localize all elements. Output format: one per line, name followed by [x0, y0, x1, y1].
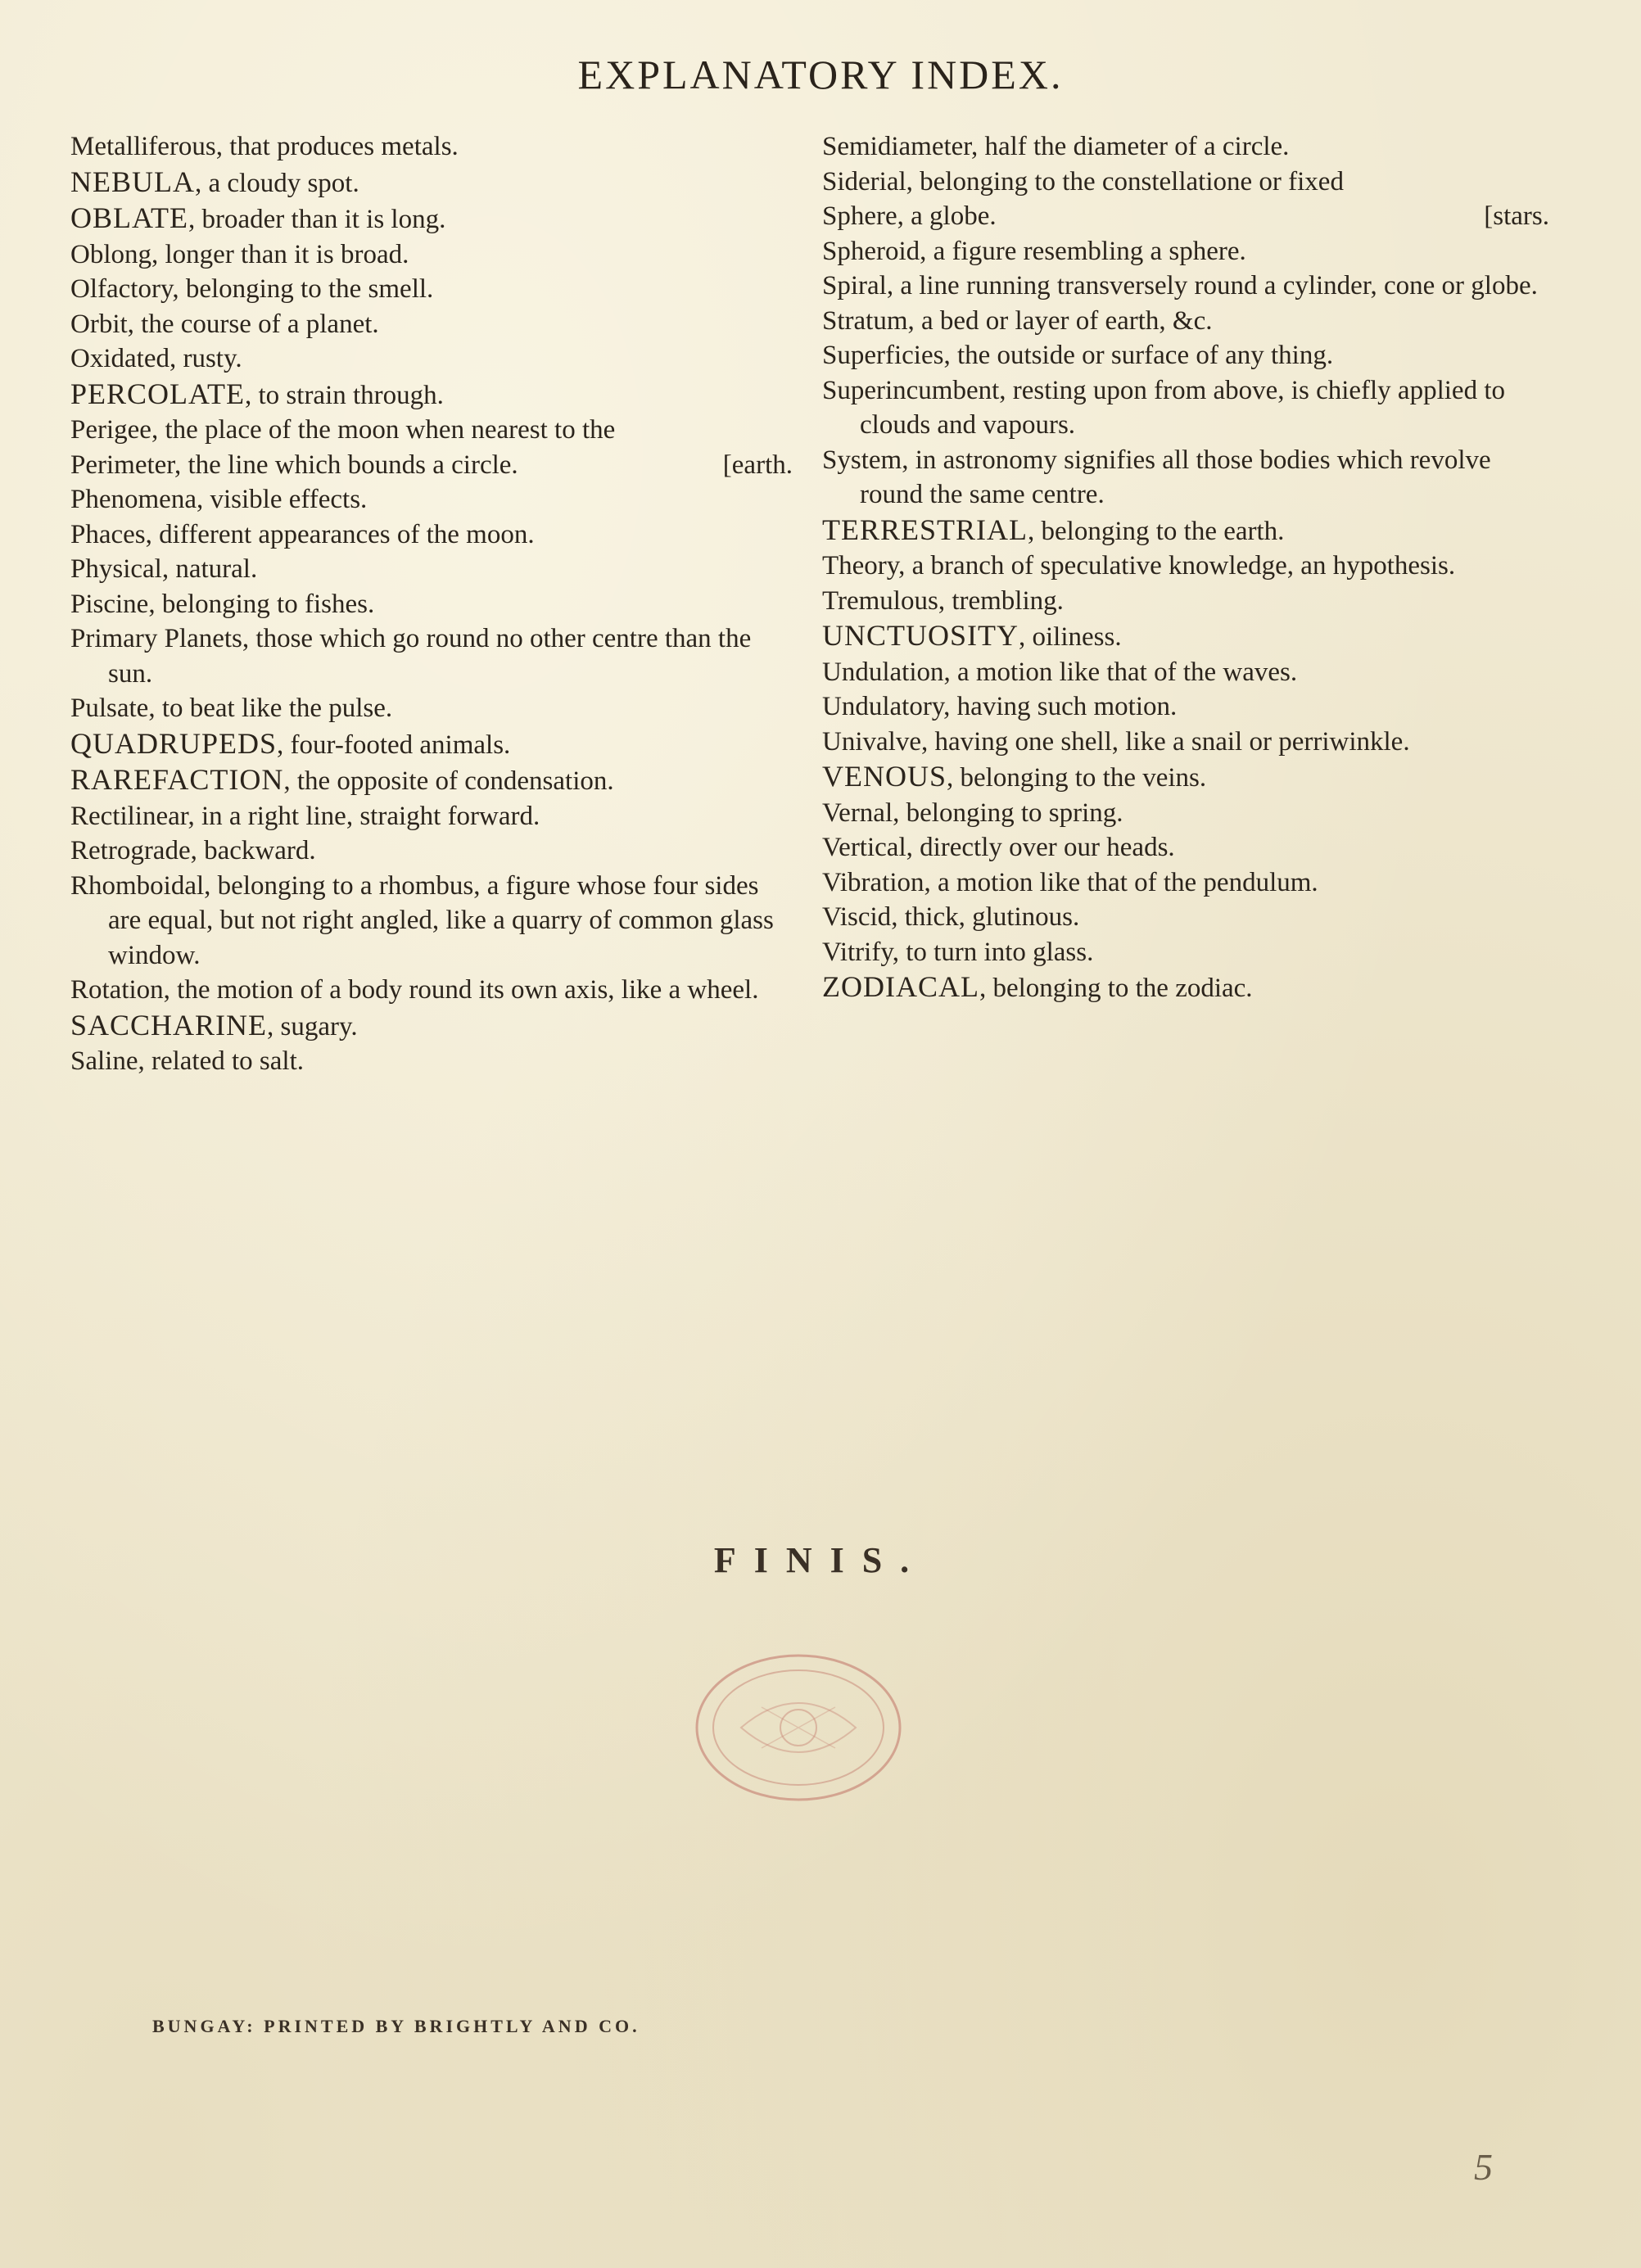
- entry-definition: different appearances of the moon.: [159, 519, 535, 549]
- entry-definition: to strain through.: [258, 380, 444, 410]
- entry-term: Sphere: [822, 201, 897, 231]
- index-entry: Vibration, a motion like that of the pendulum.: [822, 867, 1318, 897]
- entry-term: NEBULA: [70, 165, 195, 198]
- stamp-seal-icon: [684, 1642, 913, 1814]
- entry-term: Spiral: [822, 271, 887, 300]
- entry-term: SACCHARINE: [70, 1008, 268, 1041]
- index-entry: Vernal, belonging to spring.: [822, 797, 1123, 828]
- entry-term: Tremulous: [822, 585, 938, 616]
- entry-definition: thick, glutinous.: [904, 902, 1080, 932]
- entry-definition: belonging to the veins.: [960, 763, 1207, 793]
- entry-term: Orbit: [70, 309, 128, 339]
- index-entry: Oblong, longer than it is broad.: [70, 239, 409, 269]
- page-header: EXPLANATORY INDEX.: [577, 52, 1064, 97]
- entry-term: Piscine: [70, 589, 149, 619]
- index-entry: Perigee, the place of the moon when nearest to the: [70, 415, 616, 445]
- entry-definition: to beat like the pulse.: [161, 694, 393, 723]
- index-entry: Retrograde, backward.: [70, 836, 316, 865]
- entry-term: Viscid: [822, 902, 892, 932]
- finis-heading: FINIS.: [713, 1540, 928, 1580]
- entry-definition: belonging to the smell.: [185, 274, 434, 304]
- entry-term: RAREFACTION: [70, 763, 284, 796]
- entry-definition: natural.: [175, 554, 258, 584]
- entry-term: Metalliferous: [70, 132, 216, 161]
- index-entry: Physical, natural.: [70, 554, 258, 584]
- index-entry: Phenomena, visible effects.: [70, 485, 368, 514]
- entry-definition: having one shell, like a snail or perriwinkle.: [934, 726, 1410, 757]
- index-entry: OBLATE, broader than it is long.: [70, 201, 446, 234]
- entry-term: Spheroid: [822, 236, 920, 266]
- index-entry: Vertical, directly over our heads.: [822, 833, 1175, 862]
- entry-definition: trembling.: [952, 585, 1064, 616]
- entry-term: Physical: [70, 554, 162, 584]
- index-entry: Phaces, different appearances of the moon.: [70, 519, 535, 549]
- index-entry: Siderial, belonging to the constellatione or fixed: [822, 166, 1344, 197]
- entry-term: OBLATE: [70, 201, 188, 234]
- entry-term: Retrograde: [70, 836, 191, 865]
- entry-definition: broader than it is long.: [201, 205, 446, 234]
- entry-definition: visible effects.: [210, 485, 368, 514]
- index-entry: Superincumbent, resting upon from above, is chiefly applied to clouds and vapours.: [822, 375, 1505, 440]
- entry-definition: a motion like that of the pendulum.: [938, 867, 1318, 897]
- entry-definition: in astronomy signifies all those bodies which revolve round the same centre.: [860, 445, 1491, 509]
- index-entry: Univalve, having one shell, like a snail or perriwinkle.: [822, 726, 1410, 757]
- entry-runover: [earth.: [722, 450, 793, 480]
- entry-definition: belonging to the zodiac.: [992, 974, 1253, 1003]
- entry-term: Semidiameter: [822, 132, 971, 161]
- index-entry: Primary Planets, those which go round no other centre than the sun.: [70, 624, 752, 689]
- entry-term: Undulation: [822, 657, 944, 687]
- entry-definition: rusty.: [183, 344, 242, 373]
- entry-definition: belonging to the earth.: [1041, 516, 1285, 546]
- index-entry: TERRESTRIAL, belonging to the earth.: [822, 513, 1285, 546]
- entry-term: Phaces: [70, 519, 146, 549]
- entry-runover: [stars.: [1484, 201, 1549, 231]
- index-entry: Tremulous, trembling.: [822, 585, 1064, 616]
- entry-term: Siderial: [822, 166, 906, 197]
- index-entry: ZODIACAL, belonging to the zodiac.: [822, 970, 1253, 1003]
- entry-term: Rectilinear: [70, 801, 188, 831]
- index-entry: Undulation, a motion like that of the waves.: [822, 657, 1298, 687]
- index-entry: Oxidated, rusty.: [70, 344, 242, 373]
- index-entry: UNCTUOSITY, oiliness.: [822, 619, 1122, 652]
- entry-term: Undulatory: [822, 692, 944, 721]
- index-entry: PERCOLATE, to strain through.: [70, 377, 444, 410]
- entry-definition: related to salt.: [151, 1046, 304, 1076]
- entry-definition: a line running transversely round a cylinder, cone or globe.: [900, 271, 1538, 300]
- index-entry: Sphere, a globe. [stars.: [822, 199, 1549, 234]
- page-number: 5: [1474, 2146, 1493, 2188]
- index-entry: Undulatory, having such motion.: [822, 692, 1178, 721]
- index-column-right: [822, 129, 1549, 1006]
- entry-definition: oiliness.: [1032, 622, 1122, 652]
- entry-definition: half the diameter of a circle.: [984, 132, 1290, 161]
- entry-definition: the line which bounds a circle.: [188, 450, 518, 480]
- index-entry: VENOUS, belonging to the veins.: [822, 760, 1207, 793]
- entry-term: ZODIACAL: [822, 970, 979, 1003]
- entry-term: Superficies: [822, 341, 944, 370]
- index-entry: Pulsate, to beat like the pulse.: [70, 694, 393, 723]
- entry-definition: that produces metals.: [229, 132, 459, 161]
- entry-definition: those which go round no other centre than the sun.: [108, 624, 752, 689]
- entry-term: Superincumbent: [822, 375, 1000, 405]
- index-entry: Rectilinear, in a right line, straight forward.: [70, 801, 540, 831]
- index-entry: Metalliferous, that produces metals.: [70, 132, 459, 161]
- entry-term: VENOUS: [822, 760, 947, 793]
- index-entry: QUADRUPEDS, four-footed animals.: [70, 726, 511, 760]
- entry-term: PERCOLATE: [70, 377, 246, 410]
- entry-definition: resting upon from above, is chiefly applied to clouds and vapours.: [860, 375, 1505, 440]
- index-entry: Rotation, the motion of a body round its own axis, like a wheel.: [70, 975, 759, 1005]
- entry-term: Olfactory: [70, 274, 173, 304]
- entry-term: Vertical: [822, 833, 906, 862]
- entry-definition: the outside or surface of any thing.: [956, 341, 1334, 370]
- entry-definition: belonging to fishes.: [161, 589, 375, 619]
- entry-term: Vitrify: [822, 937, 893, 967]
- entry-term: Rotation: [70, 975, 164, 1005]
- entry-definition: in a right line, straight forward.: [201, 801, 540, 831]
- entry-definition: belonging to a rhombus, a figure whose four sides are equal, but not right angled, like a quarry of common glass window.: [108, 870, 774, 970]
- entry-definition: to turn into glass.: [906, 937, 1094, 967]
- entry-term: Oxidated: [70, 344, 170, 373]
- entry-definition: belonging to spring.: [906, 797, 1123, 828]
- entry-term: Theory: [822, 551, 899, 581]
- entry-definition: a motion like that of the waves.: [956, 657, 1298, 687]
- entry-term: Stratum: [822, 305, 908, 336]
- entry-definition: sugary.: [280, 1011, 358, 1041]
- entry-term: Primary Planets: [70, 624, 242, 653]
- entry-term: UNCTUOSITY: [822, 619, 1019, 652]
- index-entry: Piscine, belonging to fishes.: [70, 589, 375, 619]
- entry-definition: the motion of a body round its own axis, like a wheel.: [177, 975, 759, 1005]
- printer-imprint: BUNGAY: PRINTED BY BRIGHTLY AND CO.: [152, 2016, 640, 2036]
- index-entry: SACCHARINE, sugary.: [70, 1008, 358, 1041]
- entry-term: System: [822, 445, 902, 475]
- entry-definition: belonging to the constellatione or fixed: [920, 166, 1344, 197]
- entry-term: Vibration: [822, 867, 924, 897]
- library-stamp: [684, 1642, 913, 1814]
- index-entry: Saline, related to salt.: [70, 1046, 304, 1076]
- entry-definition: the opposite of condensation.: [296, 766, 614, 796]
- index-entry: RAREFACTION, the opposite of condensation.: [70, 763, 614, 796]
- entry-definition: four-footed animals.: [290, 730, 511, 760]
- entry-term: Rhomboidal: [70, 870, 205, 901]
- entry-term: Saline: [70, 1046, 138, 1076]
- entry-definition: longer than it is broad.: [165, 239, 409, 269]
- index-entry: NEBULA, a cloudy spot.: [70, 165, 359, 198]
- index-entry: Semidiameter, half the diameter of a circle.: [822, 132, 1290, 161]
- index-entry: Spheroid, a figure resembling a sphere.: [822, 236, 1246, 266]
- entry-term: QUADRUPEDS: [70, 726, 278, 760]
- index-entry: Rhomboidal, belonging to a rhombus, a figure whose four sides are equal, but not right angled, like a quarry of common glass window.: [70, 870, 774, 970]
- index-entry: Theory, a branch of speculative knowledge, an hypothesis.: [822, 551, 1456, 581]
- entry-term: TERRESTRIAL: [822, 513, 1028, 546]
- entry-definition: a bed or layer of earth, &c.: [921, 305, 1213, 336]
- index-entry: Vitrify, to turn into glass.: [822, 937, 1094, 967]
- entry-definition: the place of the moon when nearest to the: [165, 415, 616, 445]
- index-entry: Olfactory, belonging to the smell.: [70, 274, 434, 304]
- index-entry: Spiral, a line running transversely round a cylinder, cone or globe.: [822, 271, 1538, 300]
- index-entry: Viscid, thick, glutinous.: [822, 902, 1080, 932]
- entry-definition: a globe.: [911, 201, 997, 231]
- index-entry: Stratum, a bed or layer of earth, &c.: [822, 305, 1213, 336]
- entry-term: Perimeter: [70, 450, 174, 480]
- index-entry: Orbit, the course of a planet.: [70, 309, 379, 339]
- entry-term: Perigee: [70, 415, 151, 445]
- index-column-left: [70, 129, 793, 1079]
- entry-definition: a branch of speculative knowledge, an hypothesis.: [911, 551, 1456, 581]
- index-entry: System, in astronomy signifies all those bodies which revolve round the same centre.: [822, 445, 1491, 509]
- entry-term: Pulsate: [70, 694, 149, 723]
- entry-definition: having such motion.: [956, 692, 1178, 721]
- entry-term: Phenomena: [70, 485, 197, 514]
- entry-definition: the course of a planet.: [141, 309, 379, 339]
- entry-definition: directly over our heads.: [920, 833, 1175, 862]
- index-entry: Perimeter, the line which bounds a circle. [earth.: [70, 448, 793, 483]
- entry-definition: a cloudy spot.: [208, 168, 359, 198]
- index-entry: Superficies, the outside or surface of any thing.: [822, 341, 1334, 370]
- entry-term: Univalve: [822, 726, 921, 757]
- entry-term: Oblong: [70, 239, 151, 269]
- entry-definition: backward.: [204, 836, 316, 865]
- entry-definition: a figure resembling a sphere.: [933, 236, 1246, 266]
- entry-term: Vernal: [822, 797, 893, 828]
